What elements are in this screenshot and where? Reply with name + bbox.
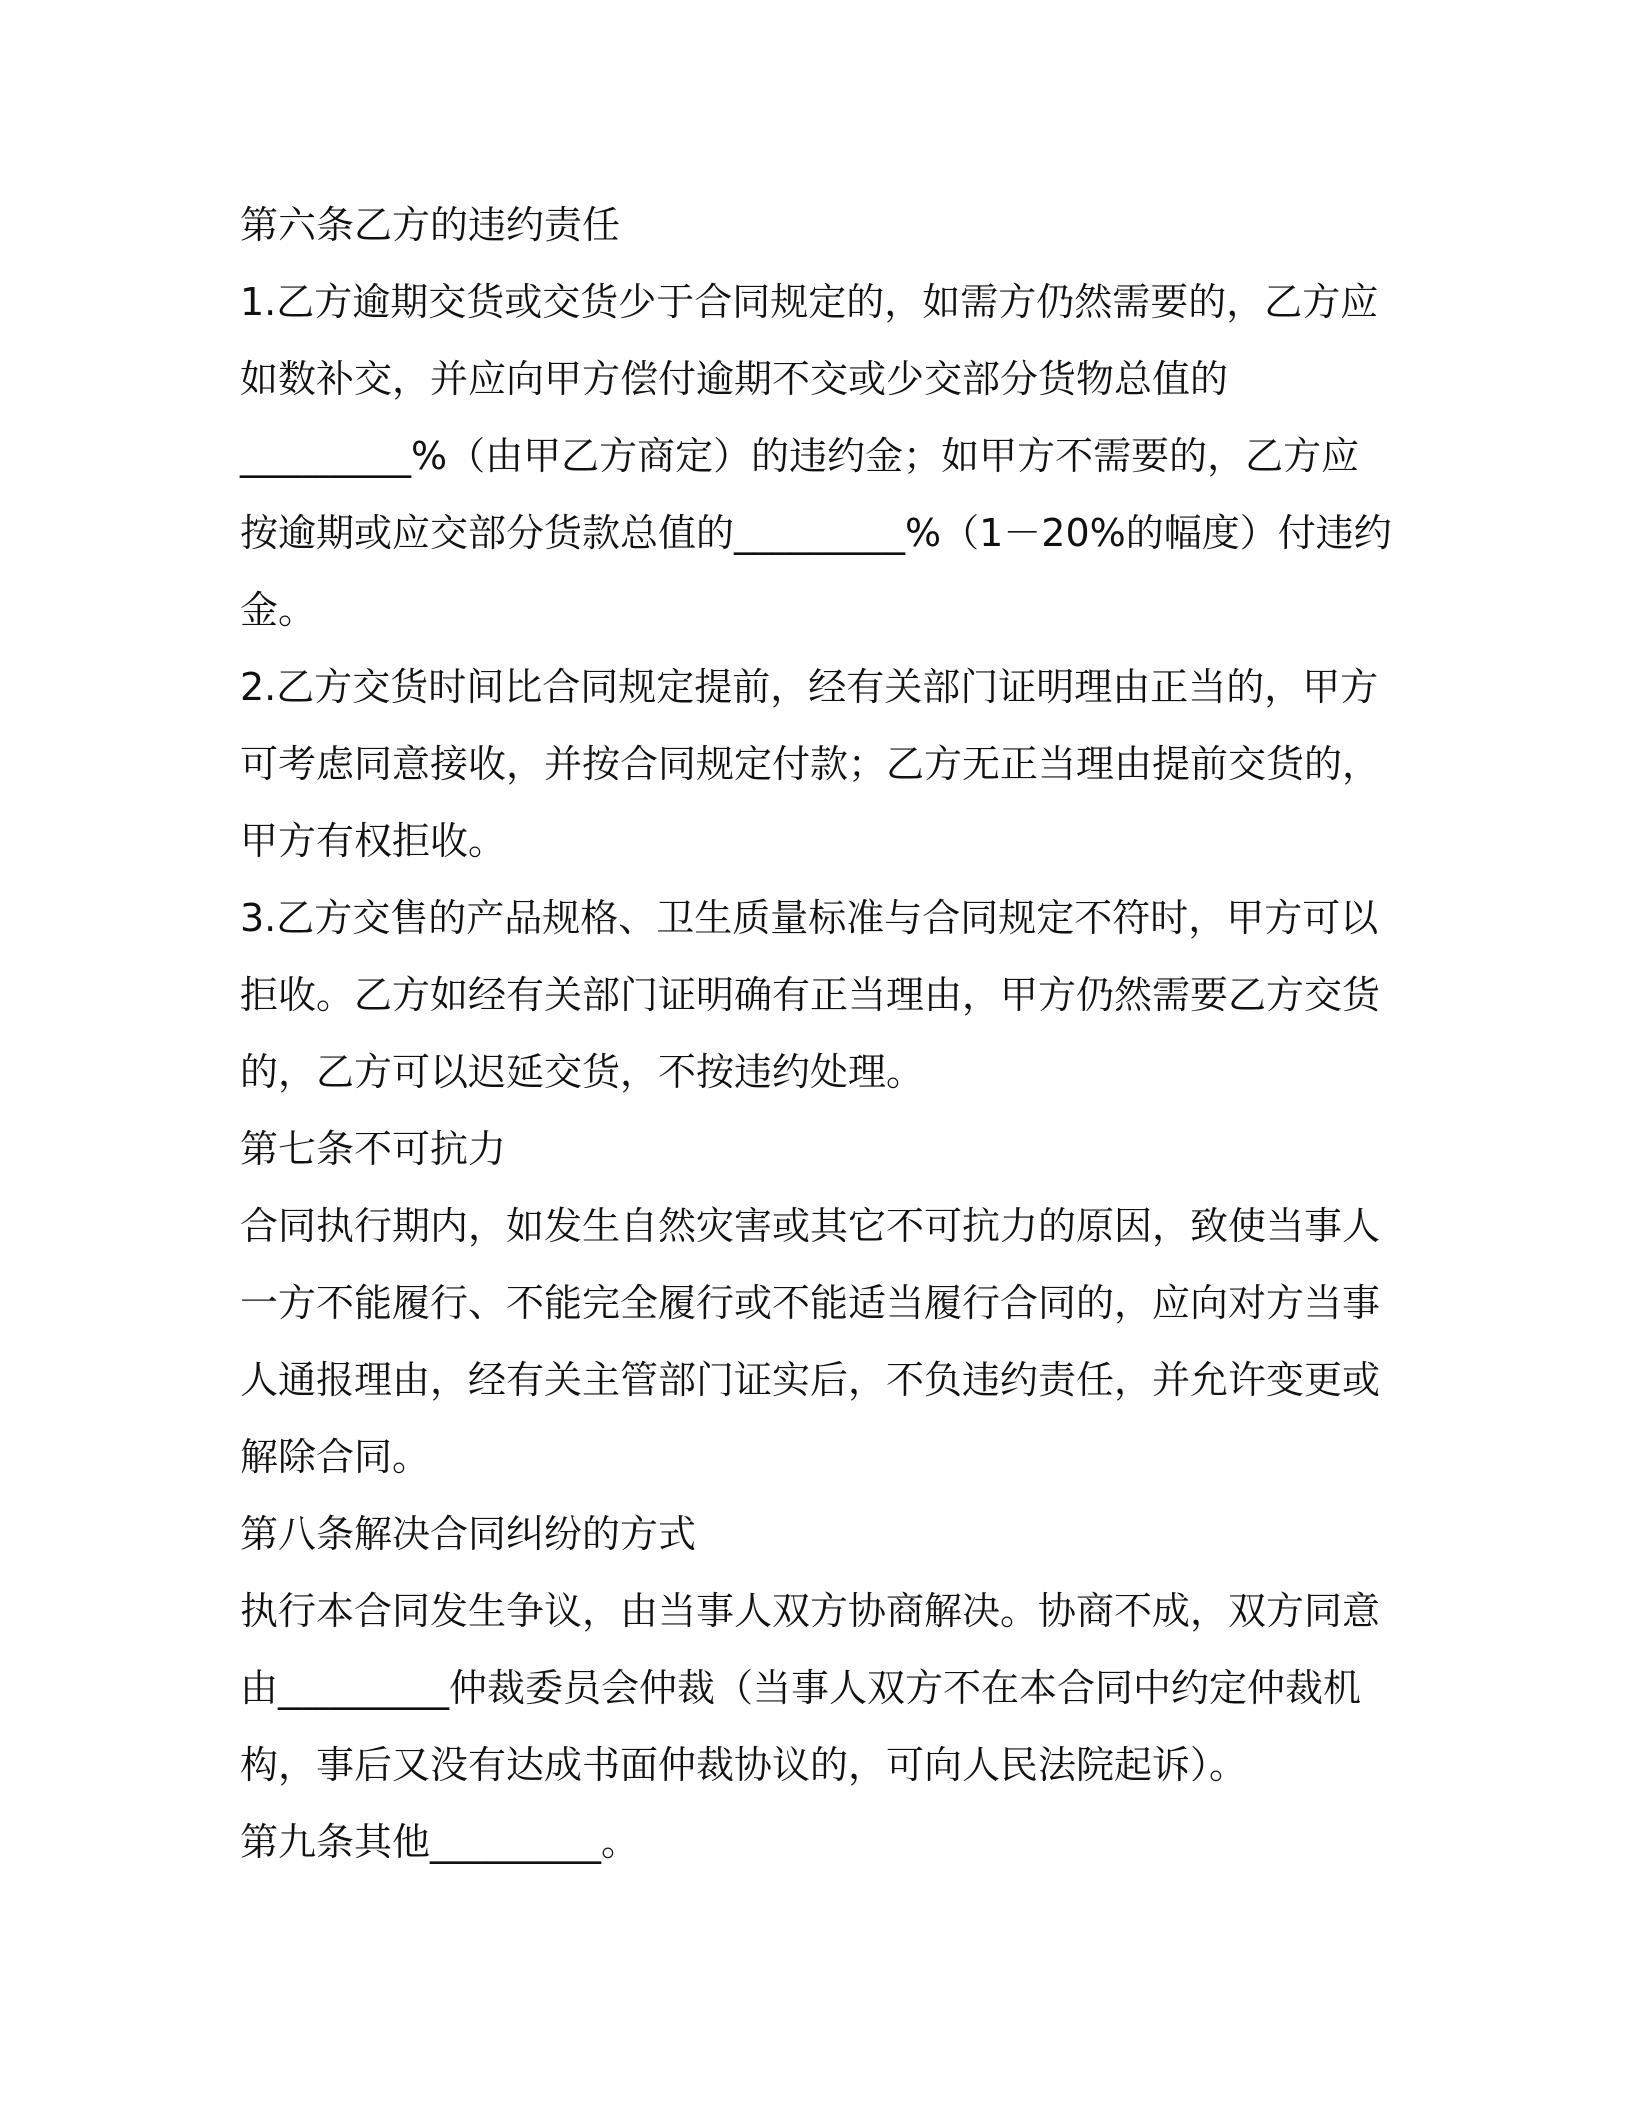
article-7-body-line-3: 人通报理由，经有关主管部门证实后，不负违约责任，并允许变更或	[240, 1358, 1381, 1402]
article-6-clause-1-line-5: 金。	[240, 588, 317, 632]
article-7-body-line-1: 合同执行期内，如发生自然灾害或其它不可抗力的原因，致使当事人	[240, 1204, 1381, 1248]
article-6-clause-1-line-3: _________%（由甲乙方商定）的违约金；如甲方不需要的，乙方应	[240, 434, 1360, 478]
article-6-clause-3-line-3: 的，乙方可以迟延交货，不按违约处理。	[240, 1050, 925, 1094]
article-6-clause-2-line-1: 2.乙方交货时间比合同规定提前，经有关部门证明理由正当的，甲方	[240, 665, 1379, 709]
article-7-body-line-4: 解除合同。	[240, 1435, 431, 1479]
article-8-body-line-1: 执行本合同发生争议，由当事人双方协商解决。协商不成，双方同意	[240, 1589, 1381, 1633]
article-6-clause-2-line-3: 甲方有权拒收。	[240, 819, 507, 863]
article-6-clause-3-line-1: 3.乙方交售的产品规格、卫生质量标准与合同规定不符时，甲方可以	[240, 896, 1379, 940]
article-8-body-line-2: 由_________仲裁委员会仲裁（当事人双方不在本合同中约定仲裁机	[240, 1666, 1362, 1710]
article-9-heading: 第九条其他_________。	[240, 1820, 640, 1864]
article-7-body-line-2: 一方不能履行、不能完全履行或不能适当履行合同的，应向对方当事	[240, 1281, 1381, 1325]
article-6-clause-1-line-1: 1.乙方逾期交货或交货少于合同规定的，如需方仍然需要的，乙方应	[240, 280, 1379, 324]
article-7-heading: 第七条不可抗力	[240, 1127, 507, 1171]
article-6-clause-1-line-2: 如数补交，并应向甲方偿付逾期不交或少交部分货物总值的	[240, 357, 1229, 401]
article-6-clause-2-line-2: 可考虑同意接收，并按合同规定付款；乙方无正当理由提前交货的，	[240, 742, 1381, 786]
article-8-body-line-3: 构，事后又没有达成书面仲裁协议的，可向人民法院起诉）。	[240, 1743, 1248, 1787]
article-6-clause-3-line-2: 拒收。乙方如经有关部门证明确有正当理由，甲方仍然需要乙方交货	[240, 973, 1381, 1017]
article-6-clause-1-line-4: 按逾期或应交部分货款总值的_________%（1－20%的幅度）付违约	[240, 511, 1392, 555]
document-body	[240, 187, 1410, 1881]
article-6-heading: 第六条乙方的违约责任	[240, 203, 621, 247]
article-8-heading: 第八条解决合同纠纷的方式	[240, 1512, 697, 1556]
